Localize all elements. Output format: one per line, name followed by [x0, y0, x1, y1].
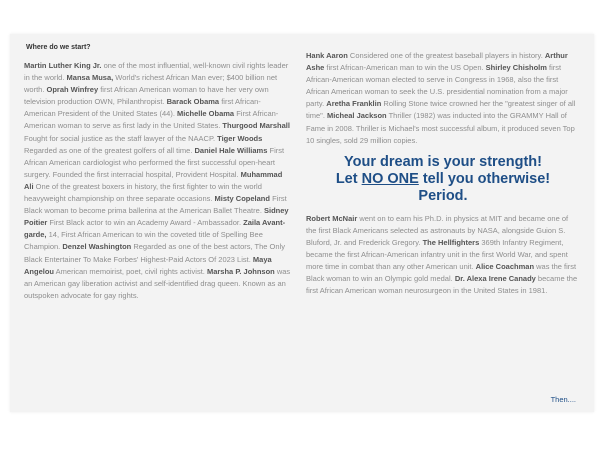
person-description: became the first African American woman neurosurgeon in the United States in 1981. [306, 274, 578, 296]
person-description: first African-American President of the United States (44). [24, 97, 261, 119]
person-description: first African American woman to have her very own television production OWN, Philanthropist. [24, 85, 269, 107]
person-description: World's richest African Man ever; $400 billion net worth. [24, 73, 278, 95]
person-name: Robert McNair [306, 213, 358, 223]
person-description: was an American gay liberation activist and self-identified drag queen. Known as an outspoken advocate for gay rights. [24, 266, 291, 300]
quote-line-2-pre: Let [335, 170, 362, 187]
left-column [24, 60, 292, 302]
person-description: first African-American woman elected to serve in Congress in 1968, also the first African American woman to seek the U.S. presidential nomination from a major party. [306, 63, 568, 109]
right-bottom-paragraph [306, 213, 580, 298]
person-name: Aretha Franklin [326, 99, 382, 109]
person-description: was the first Black woman to win an Olympic gold medal. [306, 262, 577, 284]
person-description: Thriller (1982) was inducted into the GRAMMY Hall of Fame in 2008. Thriller is Michael's most successful album, it produced seven Top 10 singles, sold 29 million copies. [306, 111, 575, 145]
person-description: one of the most influential, well-known civil rights leader in the world. [24, 61, 289, 83]
person-name: The Hellfighters [422, 237, 480, 247]
quote-line-3: Period. [418, 187, 468, 204]
person-description: went on to earn his Ph.D. in physics at MIT and became one of the first Black Americans selected as astronauts by NASA, alongside Guion S. Bluford, Jr. and Frederick Gregory. [306, 213, 569, 247]
person-name: Daniel Hale Williams [194, 145, 268, 155]
person-description: 369th Infantry Regiment, became the first African-American infantry unit in the first World War, and spent more time in combat than any other American unit. [306, 237, 568, 272]
right-column [306, 50, 580, 297]
person-name: Arthur Ashe [306, 51, 568, 73]
person-name: Maya Angelou [24, 254, 272, 276]
person-description: American memoirist, poet, civil rights activist. [54, 266, 207, 276]
left-paragraph [24, 60, 292, 302]
person-description: first African-American man to win the US Open. [324, 63, 486, 73]
person-name: Denzel Washington [62, 242, 132, 252]
person-name: Tiger Woods [217, 133, 263, 143]
person-name: Mansa Musa, [66, 73, 114, 83]
person-description: Fought for social justice as the staff lawyer of the NAACP. [24, 133, 218, 143]
person-name: Hank Aaron [306, 51, 348, 60]
person-name: Alice Coachman [475, 262, 535, 272]
document-page [10, 34, 594, 412]
person-name: Dr. Alexa Irene Canady [454, 274, 536, 284]
person-description: 14, First African American to win the coveted title of Spelling Bee Champion. [24, 230, 263, 252]
person-description: First Black woman to become prima ballerina at the American Ballet Theatre. [24, 194, 287, 216]
person-description: Regarded as one of the greatest golfers of all time. [24, 145, 195, 155]
page-heading: Where do we start? [26, 44, 91, 51]
person-description: One of the greatest boxers in history, the first fighter to win the world heavyweight championship on three separate occasions. [24, 181, 262, 204]
motivational-quote [306, 154, 580, 205]
person-name: Thurgood Marshall [222, 121, 290, 131]
person-description: First Black actor to win an Academy Award - Ambassador. [47, 218, 244, 228]
person-description: First African-American woman to serve as first lady in the United States. [24, 109, 279, 131]
person-name: Micheal Jackson [327, 111, 387, 121]
person-name: Barack Obama [166, 97, 220, 107]
person-description: Considered one of the greatest baseball players in history. [347, 51, 545, 60]
person-name: Martin Luther King Jr. [24, 61, 102, 70]
person-name: Misty Copeland [214, 194, 270, 204]
right-top-paragraph [306, 50, 580, 147]
quote-line-2 [306, 171, 580, 188]
person-name: Sidney Poitier [24, 206, 289, 228]
person-name: Michelle Obama [177, 109, 235, 119]
person-name: Shirley Chisholm [485, 63, 547, 73]
person-description: Rolling Stone twice crowned her the "greatest singer of all time". [306, 99, 576, 121]
quote-line-2-underlined: NO ONE [361, 170, 419, 187]
quote-line-2-post: tell you otherwise! [418, 170, 551, 187]
person-description: Regarded as one of the best actors, The Only Black Entertainer To Make Forbes' Highest-Paid Actors Of 2023 List. [24, 242, 285, 264]
person-name: Zaila Avant-garde, [24, 218, 286, 240]
then-continuation: Then.... [550, 395, 576, 404]
person-name: Oprah Winfrey [46, 85, 99, 95]
person-name: Marsha P. Johnson [206, 266, 275, 276]
person-name: Muhammad Ali [24, 169, 283, 191]
quote-line-1: Your dream is your strength! [344, 153, 542, 170]
person-description: First African American cardiologist who performed the first successful open-heart surgery. Founded the first interracial hospital, Provident Hospital. [24, 145, 285, 179]
